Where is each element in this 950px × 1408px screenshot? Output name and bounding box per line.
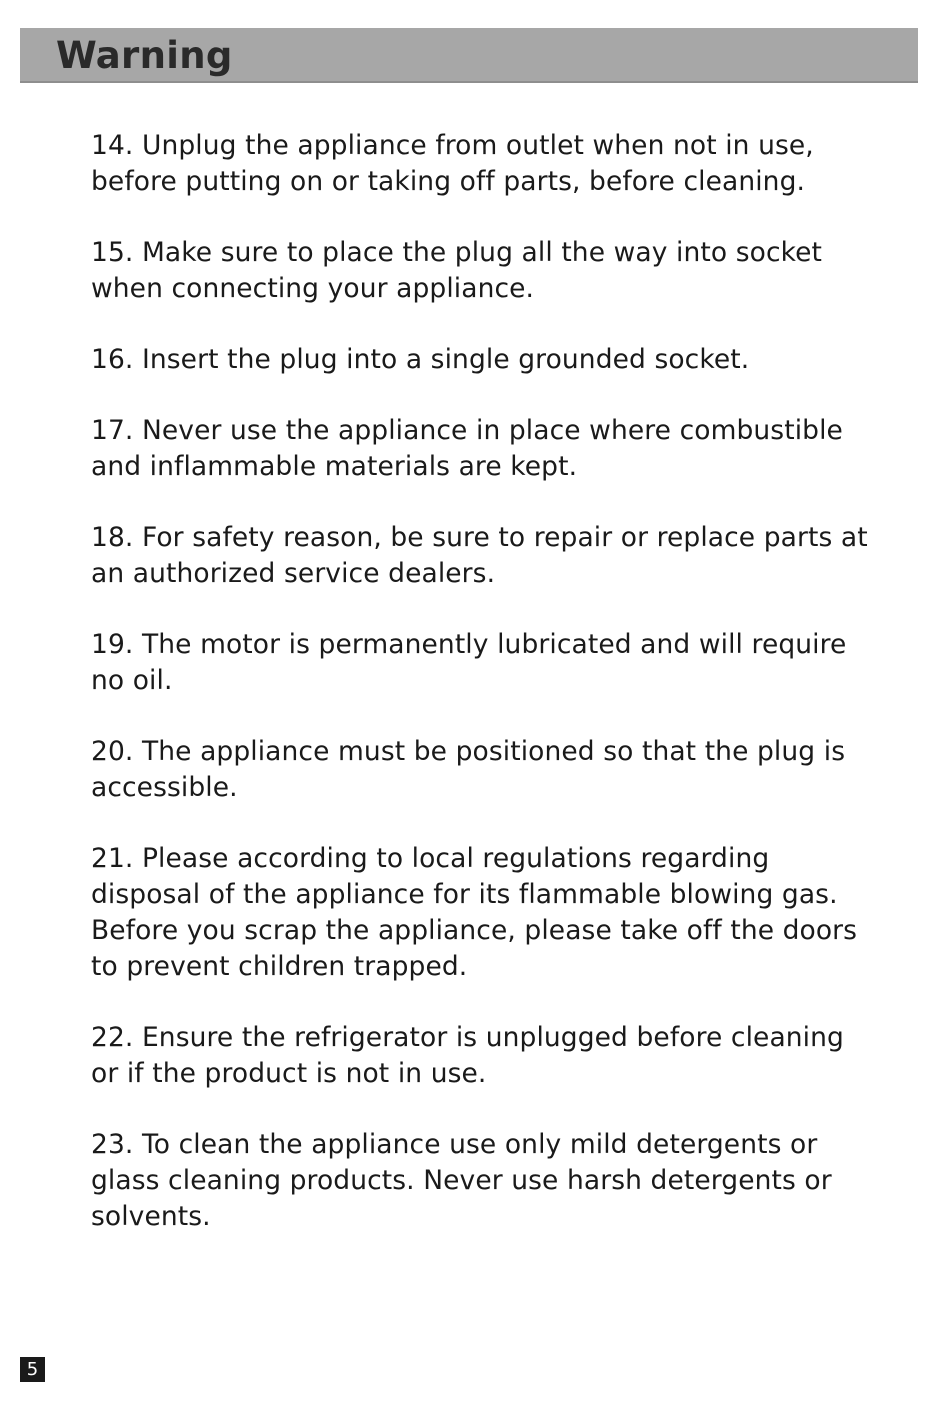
warning-item-19: 19. The motor is permanently lubricated and will require no oil. — [91, 629, 847, 696]
page-number: 5 — [20, 1357, 45, 1382]
section-title: Warning — [56, 34, 233, 77]
section-header-bar — [20, 28, 918, 83]
warning-item-14: 14. Unplug the appliance from outlet when not in use, before putting on or taking off parts, before cleaning. — [91, 130, 814, 197]
warning-item-16: 16. Insert the plug into a single grounded socket. — [91, 344, 750, 375]
warning-item-17: 17. Never use the appliance in place where combustible and inflammable materials are kept. — [91, 415, 843, 482]
warning-item-20: 20. The appliance must be positioned so that the plug is accessible. — [91, 736, 846, 803]
warning-item-23: 23. To clean the appliance use only mild detergents or glass cleaning products. Never use harsh detergents or solvents. — [91, 1129, 832, 1232]
warning-item-18: 18. For safety reason, be sure to repair or replace parts at an authorized service dealers. — [91, 522, 868, 589]
warning-item-21: 21. Please according to local regulations regarding disposal of the appliance for its flammable blowing gas. Before you scrap the appliance, please take off the doors to prevent children trapped. — [91, 843, 858, 982]
warning-item-15: 15. Make sure to place the plug all the way into socket when connecting your appliance. — [91, 237, 823, 304]
warning-list — [91, 128, 871, 1270]
warning-item-22: 22. Ensure the refrigerator is unplugged before cleaning or if the product is not in use. — [91, 1022, 844, 1089]
